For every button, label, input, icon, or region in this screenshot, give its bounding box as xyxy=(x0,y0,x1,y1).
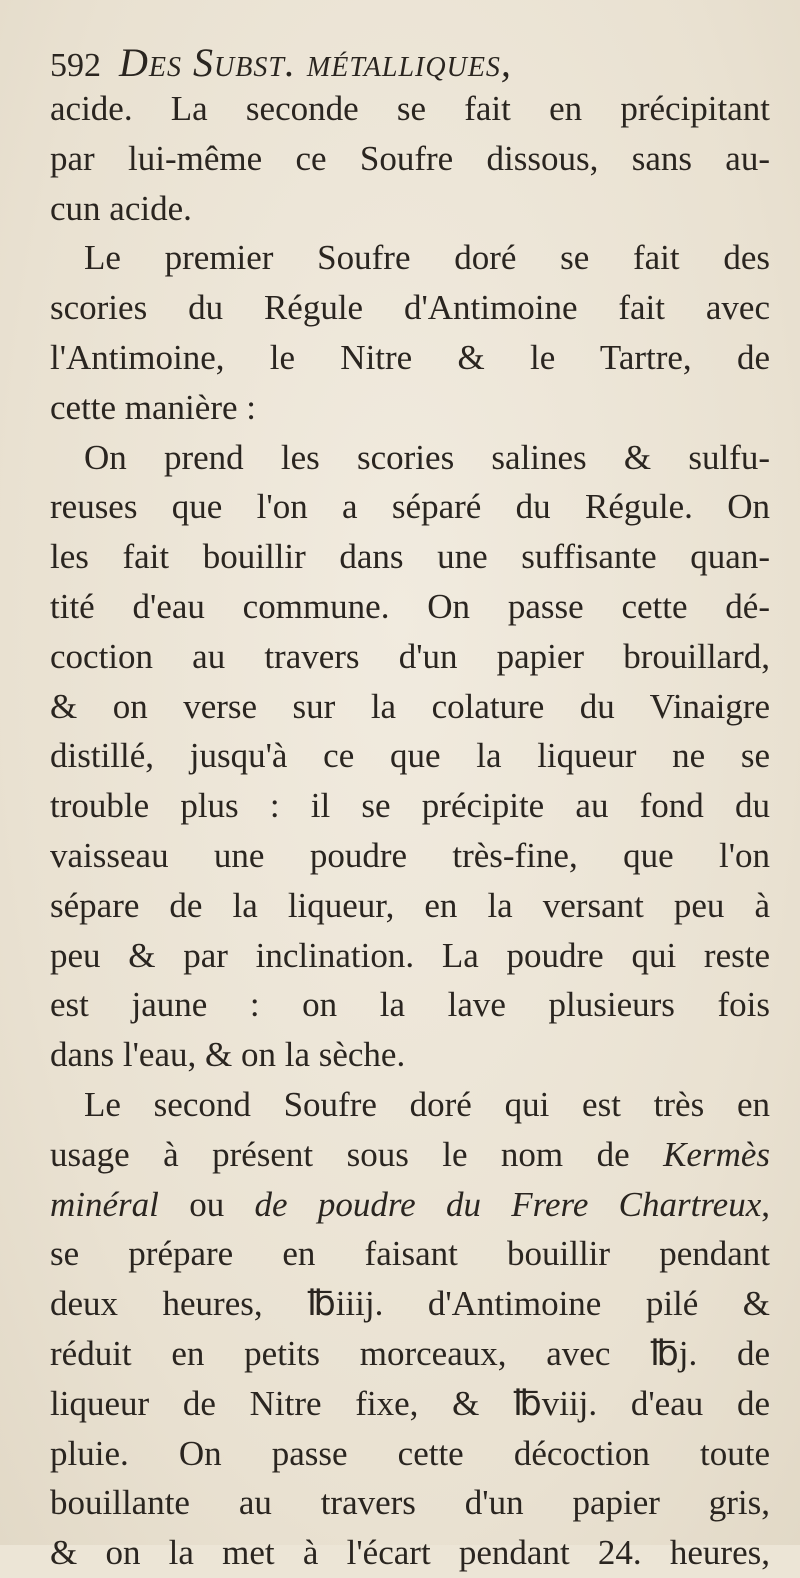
text-line: vaisseau une poudre très-fine, que l'on xyxy=(50,835,770,875)
text-line: réduit en petits morceaux, avec ℔j. de xyxy=(50,1333,770,1373)
text-line: Le second Soufre doré qui est très en xyxy=(84,1084,770,1124)
text-line: peu & par inclination. La poudre qui reste xyxy=(50,935,770,975)
text-line: acide. La seconde se fait en précipitant xyxy=(50,89,770,128)
text-line: est jaune : on la lave plusieurs fois xyxy=(50,985,770,1025)
text-line: cette manière : xyxy=(50,387,256,427)
text-line: deux heures, ℔iiij. d'Antimoine pilé & xyxy=(50,1284,770,1324)
text-line: distillé, jusqu'à ce que la liqueur ne se xyxy=(50,736,770,776)
text-line: se prépare en faisant bouillir pendant xyxy=(50,1234,770,1274)
text-line: liqueur de Nitre fixe, & ℔viij. d'eau de xyxy=(50,1383,770,1423)
italic-term: minéral xyxy=(50,1184,159,1224)
page-header xyxy=(50,38,770,88)
italic-term: Kermès xyxy=(663,1134,770,1174)
text-segment: ou xyxy=(158,1184,255,1224)
text-line: Le premier Soufre doré se fait des xyxy=(84,238,770,278)
body-text xyxy=(50,84,770,1578)
running-head: Des Subst. métalliques, xyxy=(119,40,512,85)
text-line: sépare de la liqueur, en la versant peu à xyxy=(50,885,770,925)
text-line: l'Antimoine, le Nitre & le Tartre, de xyxy=(50,337,770,377)
text-line: scories du Régule d'Antimoine fait avec xyxy=(50,288,770,328)
text-segment: usage à présent sous le nom de xyxy=(50,1134,664,1174)
text-line-with-italic xyxy=(50,1180,770,1230)
text-line: On prend les scories salines & sulfu- xyxy=(84,437,770,477)
text-line-with-italic xyxy=(50,1130,770,1180)
text-line: cun acide. xyxy=(50,188,192,228)
text-line: par lui-même ce Soufre dissous, sans au- xyxy=(50,138,770,178)
text-line: & on verse sur la colature du Vinaigre xyxy=(50,686,770,726)
text-line: les fait bouillir dans une suffisante quan- xyxy=(50,537,770,577)
text-line: & on la met à l'écart pendant 24. heures, xyxy=(50,1533,770,1573)
text-line: bouillante au travers d'un papier gris, xyxy=(50,1483,770,1523)
text-line: pluie. On passe cette décoction toute xyxy=(50,1433,770,1473)
text-line: trouble plus : il se précipite au fond du xyxy=(50,786,770,826)
text-line: tité d'eau commune. On passe cette dé- xyxy=(50,586,770,626)
text-line: dans l'eau, & on la sèche. xyxy=(50,1035,406,1075)
page-number: 592 xyxy=(50,47,101,84)
italic-term: de poudre du Frere Chartreux xyxy=(254,1184,762,1224)
text-segment: , xyxy=(761,1184,770,1224)
text-line: reuses que l'on a séparé du Régule. On xyxy=(50,487,770,527)
text-line: coction au travers d'un papier brouillard, xyxy=(50,636,770,676)
